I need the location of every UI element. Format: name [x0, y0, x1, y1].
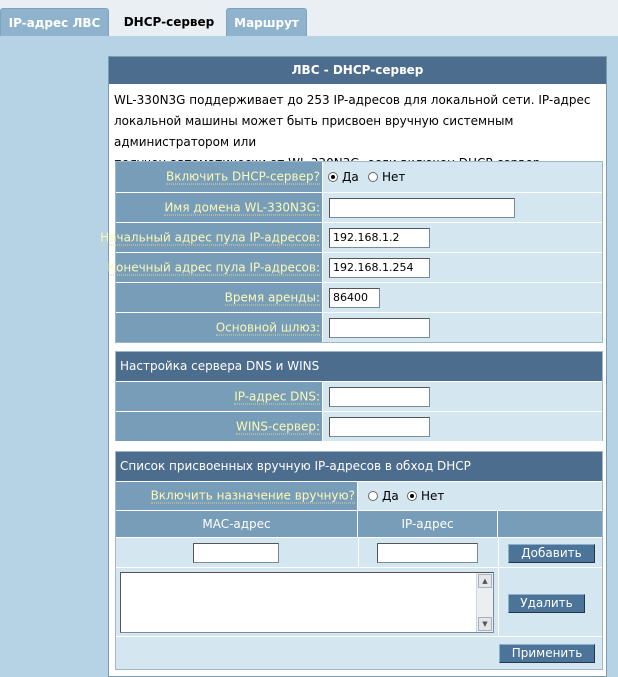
column-header-row — [116, 510, 602, 537]
dhcp-enable-no-radio[interactable] — [368, 170, 405, 184]
radio-empty-icon — [368, 491, 378, 501]
tab-route[interactable]: Маршрут — [226, 8, 307, 36]
domain-input[interactable] — [329, 198, 515, 218]
lease-row — [116, 282, 602, 312]
wins-row — [116, 411, 602, 441]
pool-end-input[interactable] — [329, 258, 430, 278]
gateway-row — [116, 312, 602, 342]
list-row — [116, 567, 602, 636]
pool-start-input[interactable] — [329, 228, 430, 248]
manual-section-header: Список присвоенных вручную IP-адресов в обход DHCP — [116, 452, 602, 481]
dhcp-enable-yes-radio[interactable] — [328, 170, 359, 184]
description-line: WL-330N3G поддерживает до 253 IP-адресов для локальной сети. IP-адрес — [114, 93, 591, 107]
description-line: локальной машины может быть присвоен вручную системным администратором или — [114, 114, 514, 149]
mac-column-header: MAC-адрес — [116, 511, 358, 538]
pool-start-row — [100, 222, 602, 252]
panel-title: ЛВС - DHCP-сервер — [109, 57, 606, 84]
dhcp-panel — [100, 56, 607, 677]
pool-start-label: Начальный адрес пула IP-адресов: — [100, 230, 320, 244]
dhcp-enable-row — [116, 162, 602, 192]
dhcp-enable-label: Включить DHCP-сервер? — [165, 169, 320, 184]
manual-enable-row — [116, 481, 602, 510]
action-column-header — [498, 511, 602, 538]
delete-button[interactable]: Удалить — [508, 594, 585, 613]
ip-input[interactable] — [377, 543, 478, 563]
radio-label: Нет — [421, 489, 445, 503]
apply-button[interactable]: Применить — [499, 644, 595, 663]
gateway-label: Основной шлюз: — [215, 320, 320, 334]
lease-input[interactable] — [329, 288, 380, 308]
add-button[interactable]: Добавить — [508, 544, 595, 563]
pool-end-label: Конечный адрес пула IP-адресов: — [107, 260, 320, 274]
scroll-up-icon[interactable]: ▲ — [478, 574, 492, 588]
manual-assignment-table — [115, 451, 603, 670]
wins-input[interactable] — [329, 417, 430, 437]
dns-row — [116, 381, 602, 411]
assigned-list[interactable] — [120, 572, 494, 633]
dns-label: IP-адрес DNS: — [234, 389, 320, 403]
mac-input[interactable] — [193, 543, 279, 563]
dns-wins-table — [115, 351, 603, 441]
manual-enable-yes-radio[interactable] — [368, 489, 399, 503]
radio-selected-icon — [328, 172, 338, 182]
manual-enable-no-radio[interactable] — [407, 489, 444, 503]
tab-lan-ip[interactable]: IP-адрес ЛВС — [0, 8, 109, 36]
radio-label: Да — [342, 170, 359, 184]
radio-label: Нет — [382, 170, 406, 184]
tab-bar — [0, 0, 618, 36]
radio-empty-icon — [368, 172, 378, 182]
radio-selected-icon — [407, 491, 417, 501]
pool-end-row — [107, 252, 602, 282]
gateway-input[interactable] — [329, 318, 430, 338]
ip-column-header: IP-адрес — [358, 511, 498, 538]
manual-enable-label: Включить назначение вручную? — [150, 488, 355, 503]
apply-row — [116, 636, 602, 669]
radio-label: Да — [382, 489, 399, 503]
domain-row — [116, 192, 602, 222]
scroll-down-icon[interactable]: ▼ — [478, 617, 492, 631]
wins-label: WINS-сервер: — [235, 419, 320, 433]
list-scrollbar[interactable] — [476, 573, 493, 632]
entry-row — [116, 537, 602, 567]
divider — [498, 568, 499, 636]
domain-label: Имя домена WL-330N3G: — [164, 200, 320, 214]
dns-section-header: Настройка сервера DNS и WINS — [116, 352, 602, 381]
tab-dhcp-server[interactable]: DHCP-сервер — [114, 6, 224, 36]
dns-input[interactable] — [329, 387, 430, 407]
lease-label: Время аренды: — [224, 290, 320, 304]
dhcp-settings-table — [100, 161, 603, 343]
